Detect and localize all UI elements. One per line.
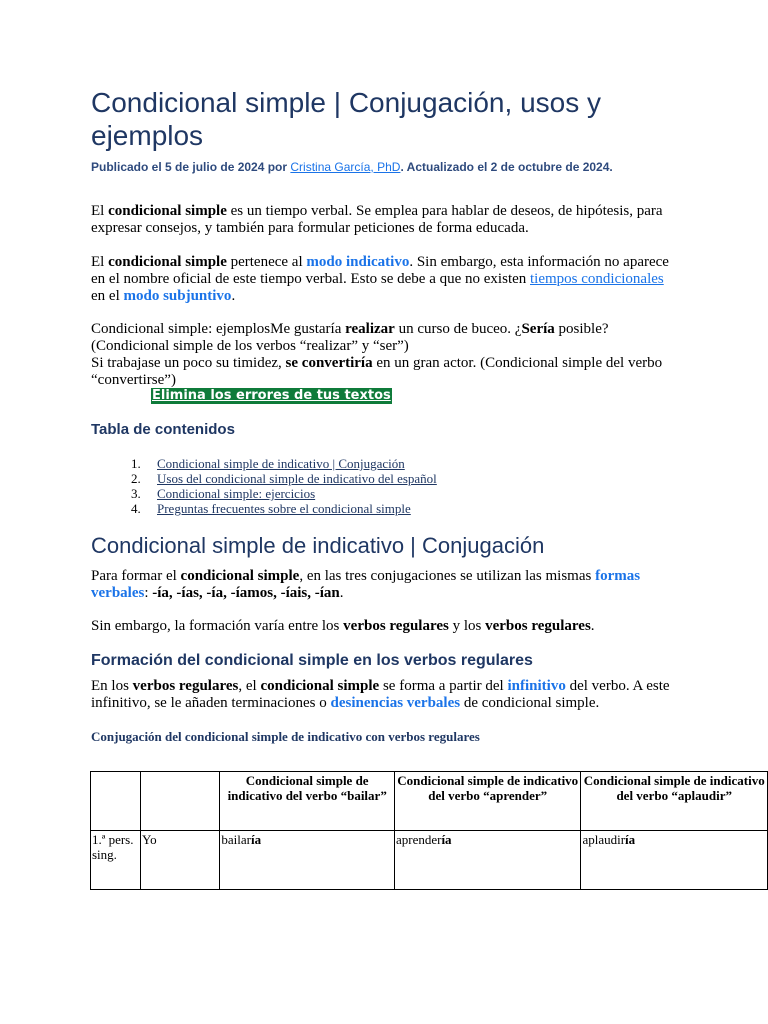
link-tiempos-condicionales[interactable]: tiempos condicionales [530, 271, 664, 287]
toc-link[interactable]: Preguntas frecuentes sobre el condicional simple [157, 501, 411, 516]
bold-term: verbos regulares [132, 678, 239, 694]
bold-term: verbos regulares [343, 618, 449, 634]
section1-paragraph-1 [91, 568, 681, 602]
text: : [144, 585, 153, 601]
endings-list: -ía, -ías, -ía, -íamos, -íais, -ían [152, 585, 340, 601]
toc-number: 3. [131, 486, 141, 501]
text: de condicional simple. [460, 695, 600, 711]
text: Condicional simple: ejemplosMe gustaría [91, 321, 346, 337]
conjugation-table [90, 771, 768, 890]
text: es un tiempo verbal. Se emplea para hablar de deseos, de hipótesis, para expresar consejos, y también para formular peticiones de forma educada. [91, 203, 663, 236]
text: en el [91, 288, 124, 304]
text: En los [91, 678, 133, 694]
conjugation-cell [394, 831, 580, 890]
text: . [339, 585, 344, 601]
text: Sin embargo, la formación varía entre los [91, 618, 344, 634]
publication-meta [91, 160, 731, 174]
conjugation-cell [581, 831, 768, 890]
text: posible? (Condicional simple de los verbos “realizar” y “ser”) [91, 321, 609, 354]
link-modo-subjuntivo[interactable]: modo subjuntivo [123, 288, 232, 304]
text: en un gran actor. (Condicional simple del verbo “convertirse”) [91, 355, 663, 388]
text: , en las tres conjugaciones se utilizan las mismas [299, 568, 596, 584]
verb-stem: aplaudir [582, 832, 626, 847]
text: se forma a partir del [379, 678, 508, 694]
verb-ending: ía [441, 832, 452, 847]
author-link[interactable]: Cristina García, PhD [290, 160, 401, 174]
text: El [91, 254, 109, 270]
text: pertenece al [226, 254, 307, 270]
bold-term: se convertiría [285, 355, 373, 371]
toc-link[interactable]: Condicional simple de indicativo | Conjugación [157, 456, 405, 471]
text: del verbo. A este infinitivo, se le añaden terminaciones o [91, 678, 670, 711]
pronoun-cell: Yo [141, 831, 220, 890]
text: Para formar el [91, 568, 181, 584]
toc-number: 2. [131, 471, 141, 486]
meta-suffix: . Actualizado el 2 de octubre de 2024. [400, 160, 613, 174]
link-formas-verbales[interactable]: formas verbales [91, 568, 641, 601]
example-box [91, 321, 671, 389]
link-infinitivo[interactable]: infinitivo [507, 678, 566, 694]
header-cell [141, 772, 220, 831]
bold-term: condicional simple [260, 678, 380, 694]
text: . Sin embargo, esta información no aparece en el nombre oficial de este tiempo verbal. Esto se debe a que no existen [91, 254, 669, 287]
section-heading-formacion: Formación del condicional simple en los verbos regulares [91, 652, 533, 669]
text: . [590, 618, 595, 634]
section1-paragraph-2 [91, 618, 671, 635]
intro-paragraph-1 [91, 203, 671, 237]
toc-link[interactable]: Usos del condicional simple de indicativo del español [157, 471, 437, 486]
toc-number: 4. [131, 501, 141, 516]
text: Si trabajase un poco su timidez, [91, 355, 286, 371]
toc-title: Tabla de contenidos [91, 421, 235, 438]
table-caption: Conjugación del condicional simple de indicativo con verbos regulares [91, 729, 480, 744]
text: El [91, 203, 109, 219]
header-cell: Condicional simple de indicativo del verbo “aplaudir” [581, 772, 768, 831]
verb-ending: ía [625, 832, 636, 847]
header-cell: Condicional simple de indicativo del verbo “aprender” [394, 772, 580, 831]
text: . [231, 288, 236, 304]
section-heading-conjugacion: Condicional simple de indicativo | Conjugación [91, 533, 545, 558]
bold-term: realizar [345, 321, 395, 337]
table-header-row [91, 772, 768, 831]
verb-stem: aprender [395, 832, 442, 847]
bold-term: Sería [521, 321, 555, 337]
conjugation-cell [220, 831, 395, 890]
bold-term: condicional simple [108, 203, 227, 219]
promo-banner-link[interactable]: Elimina los errores de tus textos [152, 388, 391, 403]
header-cell [91, 772, 141, 831]
bold-term: verbos regulares [485, 618, 591, 634]
text: un curso de buceo. ¿ [394, 321, 522, 337]
header-cell: Condicional simple de indicativo del verbo “bailar” [220, 772, 395, 831]
person-cell: 1.ª pers. sing. [91, 831, 141, 890]
bold-term: condicional simple [180, 568, 300, 584]
text: y los [448, 618, 486, 634]
verb-stem: bailar [221, 832, 251, 847]
text: , el [238, 678, 261, 694]
page-title: Condicional simple | Conjugación, usos y ejemplos [91, 87, 601, 151]
toc-link[interactable]: Condicional simple: ejercicios [157, 486, 316, 501]
intro-paragraph-2 [91, 254, 671, 305]
toc-number: 1. [131, 456, 141, 471]
table-row [91, 831, 768, 890]
link-modo-indicativo[interactable]: modo indicativo [306, 254, 410, 270]
meta-prefix: Publicado el 5 de julio de 2024 por [91, 160, 291, 174]
bold-term: condicional simple [108, 254, 227, 270]
link-desinencias-verbales[interactable]: desinencias verbales [330, 695, 461, 711]
section2-paragraph-1 [91, 678, 671, 712]
verb-ending: ía [251, 832, 262, 847]
